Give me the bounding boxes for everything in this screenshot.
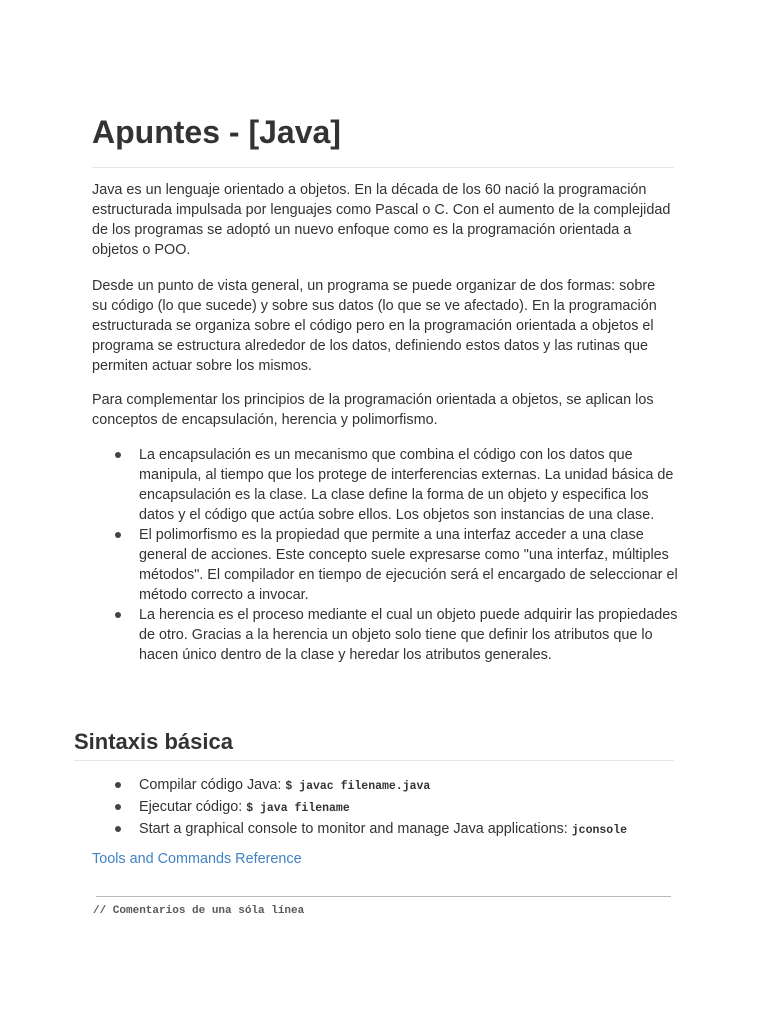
list-item-text: La herencia es el proceso mediante el cual un objeto puede adquirir las propiedades de otro. Gracias a la herencia un objeto solo tiene que definir los atributos que lo hacen único dentro de la clase y heredar los atributos generales. [139,607,678,663]
bullet-icon [115,612,121,618]
list-item-text: Start a graphical console to monitor and manage Java applications: [139,821,572,837]
code-block-top-border [96,896,671,897]
list-item-text: Compilar código Java: [139,777,286,793]
intro-paragraph-1: Java es un lenguaje orientado a objetos. En la década de los 60 nació la programación estructurada impulsada por lenguajes como Pascal o C. Con el aumento de la complejidad de los programas se adoptó un nuevo enfoque como es la programación orientada a objetos o POO. [92,182,671,258]
inline-code: $ javac filename.java [285,780,431,793]
page-title: Apuntes - [Java] [92,114,341,150]
list-item-text: La encapsulación es un mecanismo que combina el código con los datos que manipula, al tiempo que los protege de interferencias externas. La unidad básica de encapsulación es la clase. La clase define la forma de un objeto y especifica los datos y el código que actúa sobre ellos. Los objetos son instancias de una clase. [139,447,674,523]
section-heading-syntax: Sintaxis básica [74,729,233,754]
bullet-icon [115,532,121,538]
bullet-icon [115,782,121,788]
list-item-compile [92,775,682,797]
tools-reference-link[interactable]: Tools and Commands Reference [92,851,302,867]
syntax-list [92,775,682,841]
bullet-icon [115,804,121,810]
intro-paragraph-3: Para complementar los principios de la programación orientada a objetos, se aplican los conceptos de encapsulación, herencia y polimorfismo. [92,392,654,428]
bullet-icon [115,826,121,832]
list-item-text: El polimorfismo es la propiedad que permite a una interfaz acceder a una clase general de acciones. Este concepto suele expresarse como "una interfaz, múltiples métodos". El compilador en tiempo de ejecución será el encargado de seleccionar el método correcto a invocar. [139,527,678,603]
list-item-jconsole [92,819,682,841]
list-item-polymorphism [92,525,682,605]
code-comment-line: // Comentarios de una sóla línea [93,905,305,917]
title-divider [92,167,674,168]
section-divider [74,760,674,761]
list-item-inheritance [92,605,682,665]
intro-paragraph-2: Desde un punto de vista general, un programa se puede organizar de dos formas: sobre su código (lo que sucede) y sobre sus datos (lo que se ve afectado). En la programación estructurada se organiza sobre el código pero en la programación orientada a objetos el programa se estructura alrededor de los datos, definiendo estos datos y las rutinas que permiten actuar sobre los mismos. [92,278,657,374]
list-item-encapsulation [92,445,682,525]
inline-code: jconsole [571,824,627,837]
list-item-text: Ejecutar código: [139,799,247,815]
concepts-list [92,445,682,665]
list-item-run [92,797,682,819]
bullet-icon [115,452,121,458]
inline-code: $ java filename [246,802,350,815]
